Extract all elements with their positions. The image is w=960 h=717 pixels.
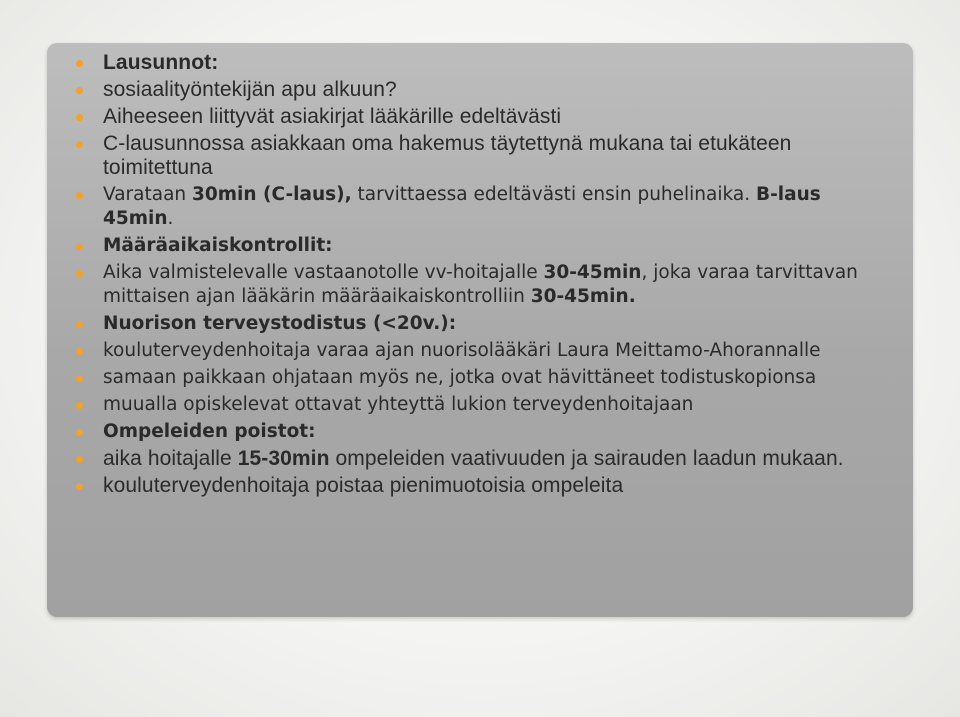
list-item xyxy=(103,183,893,231)
item-text: . xyxy=(167,208,174,229)
list-item xyxy=(103,312,893,336)
list-item xyxy=(103,420,893,444)
item-text: kouluterveydenhoitaja varaa ajan nuorisolääkäri Laura Meittamo-Ahorannalle xyxy=(103,340,821,361)
section-heading-ompeleiden-poistot: Ompeleiden poistot: xyxy=(103,421,316,442)
item-text-bold: B-laus 45min xyxy=(103,184,821,229)
list-item xyxy=(103,447,893,471)
item-text: ompeleiden vaativuuden ja sairauden laadun mukaan. xyxy=(329,447,844,470)
item-text: samaan paikkaan ohjataan myös ne, jotka ovat hävittäneet todistuskopionsa xyxy=(103,367,817,388)
item-text: muualla opiskelevat ottavat yhteyttä lukion terveydenhoitajaan xyxy=(103,394,694,415)
section-heading-lausunnot: Lausunnot: xyxy=(103,51,219,74)
item-text: kouluterveydenhoitaja poistaa pienimuotoisia ompeleita xyxy=(103,474,624,497)
item-text: Aika valmistelevalle vastaanotolle vv-hoitajalle xyxy=(103,262,544,283)
list-item xyxy=(103,132,893,180)
item-text-bold: 30-45min xyxy=(543,262,642,283)
list-item xyxy=(103,234,893,258)
list-item xyxy=(103,366,893,390)
item-text-bold: 15-30min xyxy=(237,447,330,470)
item-text: , joka varaa tarvittavan mittaisen ajan lääkärin määräaikaiskontrolliin xyxy=(103,262,858,307)
list-item xyxy=(103,78,893,102)
list-item xyxy=(103,51,893,75)
list-item xyxy=(103,261,893,309)
item-text: aika hoitajalle xyxy=(103,447,238,470)
list-item xyxy=(103,474,893,498)
list-item xyxy=(103,105,893,129)
list-item xyxy=(103,393,893,417)
list-item xyxy=(103,339,893,363)
item-text-bold: 30min (C-laus), xyxy=(192,184,352,205)
item-text-bold: 30-45min. xyxy=(530,286,636,307)
item-text: Varataan xyxy=(103,184,193,205)
item-text: tarvittaessa edeltävästi ensin puhelinaika. xyxy=(351,184,756,205)
item-text: sosiaalityöntekijän apu alkuun? xyxy=(103,78,397,101)
section-heading-maaraaikaiskontrollit: Määräaikaiskontrollit: xyxy=(103,235,333,256)
bullet-list xyxy=(103,51,893,501)
item-text: Aiheeseen liittyvät asiakirjat lääkärille edeltävästi xyxy=(103,105,562,128)
section-heading-nuorison-terveystodistus: Nuorison terveystodistus (<20v.): xyxy=(103,313,457,334)
item-text: C-lausunnossa asiakkaan oma hakemus täytettynä mukana tai etukäteen toimitettuna xyxy=(103,132,792,179)
